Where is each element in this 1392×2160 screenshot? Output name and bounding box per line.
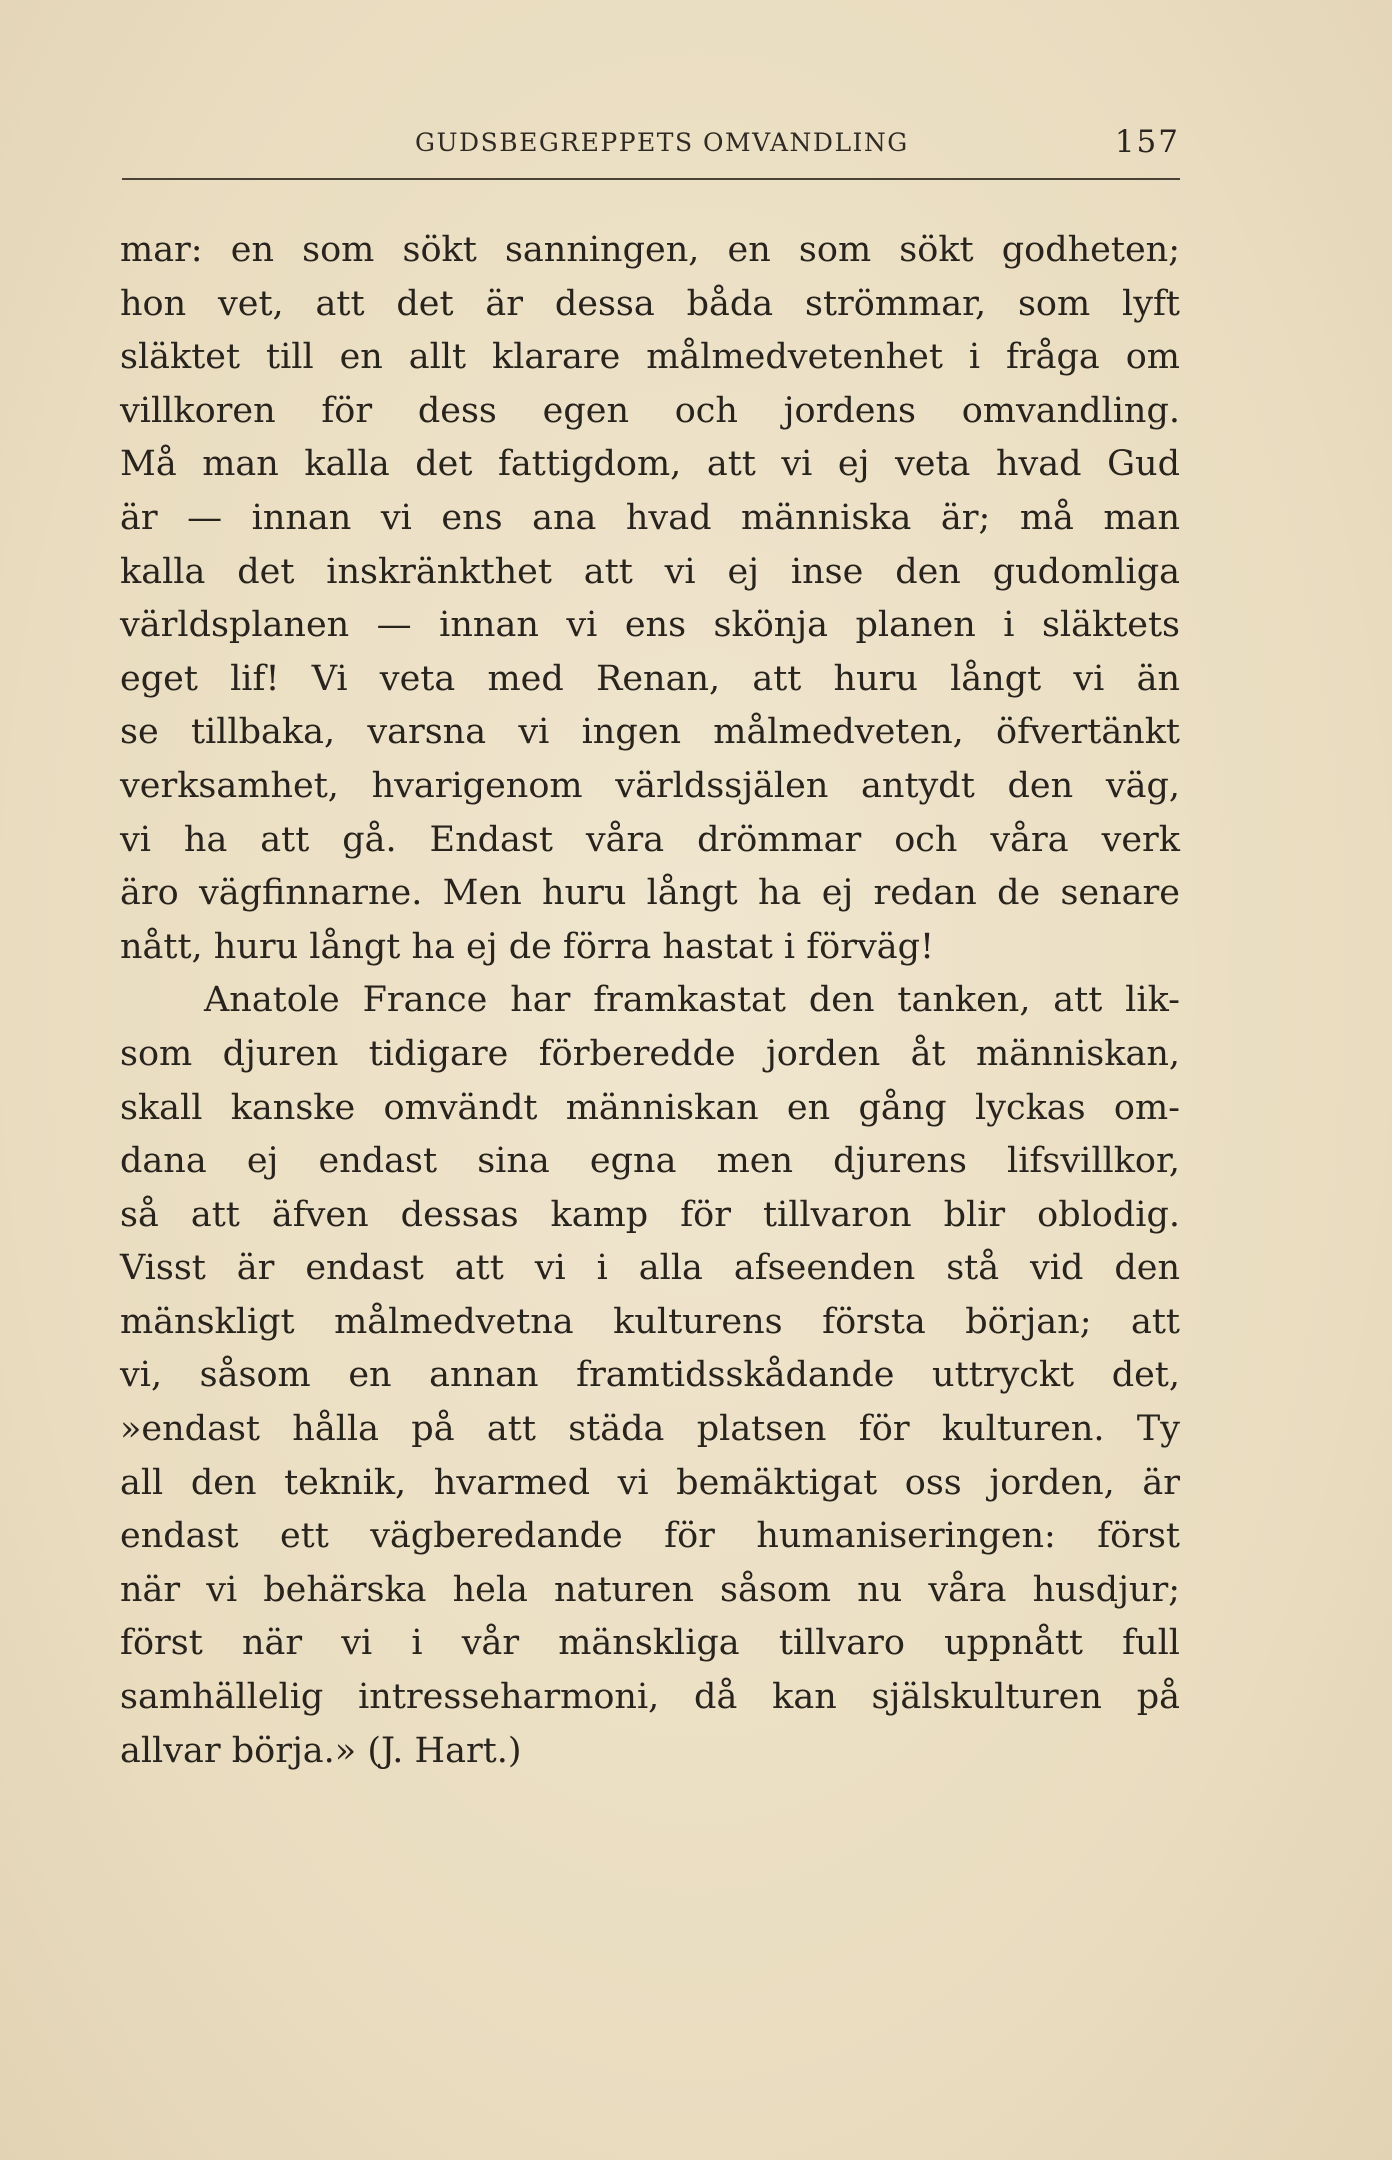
text-line: Visst är endast att vi i alla afseenden stå vid den bbox=[120, 1248, 1180, 1289]
page-header bbox=[120, 124, 1180, 168]
text-line: är — innan vi ens ana hvad människa är; må man bbox=[120, 497, 1180, 538]
text-line: äro vägfinnarne. Men huru långt ha ej redan de senare bbox=[120, 873, 1180, 914]
text-line: hon vet, att det är dessa båda strömmar, som lyft bbox=[120, 283, 1180, 324]
text-line: mänskligt målmedvetna kulturens första början; att bbox=[120, 1301, 1180, 1342]
text-line: skall kanske omvändt människan en gång lyckas om- bbox=[120, 1087, 1180, 1128]
text-line: all den teknik, hvarmed vi bemäktigat oss jorden, är bbox=[120, 1462, 1180, 1503]
text-line: när vi behärska hela naturen såsom nu våra husdjur; bbox=[120, 1569, 1180, 1610]
text-line: kalla det inskränkthet att vi ej inse den gudomliga bbox=[120, 551, 1180, 592]
text-line: endast ett vägberedande för humaniseringen: först bbox=[120, 1516, 1180, 1557]
text-line: verksamhet, hvarigenom världssjälen antydt den väg, bbox=[120, 765, 1180, 806]
text-line: se tillbaka, varsna vi ingen målmedveten, öfvertänkt bbox=[120, 712, 1180, 753]
text-line: mar: en som sökt sanningen, en som sökt godheten; bbox=[120, 230, 1180, 270]
page-number: 157 bbox=[1114, 124, 1180, 160]
text-line: släktet till en allt klarare målmedvetenhet i fråga om bbox=[120, 337, 1180, 378]
text-line: vi ha att gå. Endast våra drömmar och våra verk bbox=[120, 819, 1180, 860]
text-line: Må man kalla det fattigdom, att vi ej veta hvad Gud bbox=[120, 444, 1180, 485]
text-line: Anatole France har framkastat den tanken, att lik- bbox=[204, 980, 1180, 1021]
text-line: först när vi i vår mänskliga tillvaro uppnått full bbox=[120, 1623, 1180, 1664]
text-line: eget lif! Vi veta med Renan, att huru långt vi än bbox=[120, 658, 1180, 699]
text-line: vi, såsom en annan framtidsskådande uttryckt det, bbox=[120, 1355, 1180, 1396]
text-line: nått, huru långt ha ej de förra hastat i förväg! bbox=[120, 926, 935, 967]
text-line: som djuren tidigare förberedde jorden åt människan, bbox=[120, 1033, 1180, 1074]
text-line: allvar börja.» (J. Hart.) bbox=[120, 1730, 522, 1771]
body-text bbox=[120, 224, 1180, 1778]
header-rule bbox=[122, 178, 1180, 180]
running-title: GUDSBEGREPPETS OMVANDLING bbox=[415, 128, 909, 157]
text-line: dana ej endast sina egna men djurens lifsvillkor, bbox=[120, 1141, 1180, 1182]
text-line: världsplanen — innan vi ens skönja planen i släktets bbox=[120, 605, 1180, 646]
text-line: villkoren för dess egen och jordens omvandling. bbox=[120, 390, 1180, 431]
text-line: så att äfven dessas kamp för tillvaron blir oblodig. bbox=[120, 1194, 1180, 1235]
text-line: »endast hålla på att städa platsen för kulturen. Ty bbox=[120, 1409, 1180, 1450]
text-line: samhällelig intresseharmoni, då kan själskulturen på bbox=[120, 1677, 1180, 1718]
